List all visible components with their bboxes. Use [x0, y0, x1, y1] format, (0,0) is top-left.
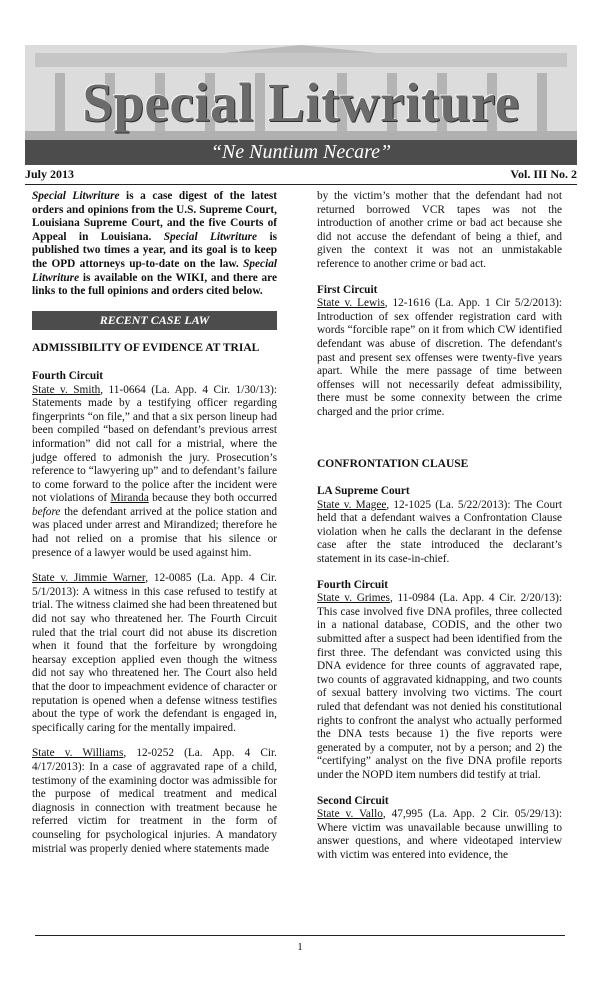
case-text: the defendant arrived at the police station and was placed under arrest and Mirandized; therefore he had not relied on a promise that his silence or presence of a lawyer would be used against him. — [32, 505, 277, 559]
case-citation: , 11-0664 (La. App. 4 Cir. 1/30/13): — [100, 383, 277, 396]
intro-title-2: Special Litwriture — [163, 230, 258, 243]
court-heading: Second Circuit — [317, 794, 389, 807]
intro-text-1: is a case digest of the latest orders and opinions from the U.S. Supreme Court, Louisiana Supreme Court, and the five Courts of Appeal in Louisiana. — [32, 190, 277, 243]
case-text: Statements made by a testifying officer regarding fingerprints “on file,” and that a six person lineup had been compiled “based on defendant’s previous arrest information” did not call for a mistrial, where the judge offered to admonish the jury. Prosecution’s reference to “lawyering up” and to defendant’s failure to come forward to the police after the incident were not violations of — [32, 397, 277, 505]
case-link-williams[interactable]: State v. Williams — [32, 747, 124, 760]
case-text: This case involved five DNA profiles, three collected in a national database, CODIS, and the other two submitted after a suspect had been identified from the first three. The defendant was convicted using this DNA evidence for three counts of aggravated rape, two counts of aggravated kidnapping, and two counts of sexual battery involving two victims. The court ruled that defendant was not denied his constitutional rights to confront the analyst who actually performed the DNA tests because 1) the five reports were generated by a computer, not by a person; and 2) the “certifying” analyst on the five DNA profile reports under the NOPD item numbers did testify at trial. — [317, 605, 562, 781]
case-text: In a case of aggravated rape of a child, testimony of the examining doctor was admissible for the purpose of medical treatment and medical diagnosis in connection with treatment because he referred victim for treatment in the form of counseling for psychological injuries. A mandatory mistrial was properly denied where statements made — [32, 760, 277, 855]
court-heading: First Circuit — [317, 283, 378, 296]
case-link-warner[interactable]: State v. Jimmie Warner — [32, 572, 146, 585]
court-heading: Fourth Circuit — [317, 578, 389, 591]
case-text: The Court held that a defendant waives a Confrontation Clause violation when he calls the declarant in the defense case after the state introduced the declarant’s statement in its case-in-chief. — [317, 498, 562, 566]
case-smith — [32, 370, 277, 560]
spacer — [317, 432, 562, 458]
newsletter-motto: “Ne Nuntium Necare” — [25, 140, 577, 165]
case-williams-continued: by the victim’s mother that the defendant had not returned borrowed VCR tapes was not the introduction of another crime or bad act because she did not accuse the defendant of being a thief, and given the context it was not an unmistakable reference to another crime or bad act. — [317, 190, 562, 270]
footer-divider — [35, 935, 565, 936]
right-column — [317, 190, 562, 875]
issue-volume: Vol. III No. 2 — [510, 167, 577, 181]
case-link-grimes[interactable]: State v. Grimes — [317, 592, 390, 605]
intro-paragraph — [32, 190, 277, 299]
issue-date: July 2013 — [25, 167, 75, 181]
case-citation: , 47,995 (La. App. 2 Cir. 05/29/13): — [382, 808, 562, 821]
intro-title-3: Special Litwriture — [32, 257, 277, 284]
case-citation: , 12-0252 (La. App. 4 Cir. 4/17/2013): — [32, 747, 277, 773]
left-column — [32, 190, 277, 868]
case-warner — [32, 572, 277, 735]
case-text: Introduction of sex offender registration card with words “forcible rape” on it from which CW identified defendant was abuse of discretion. The defendant's past and present sex offenses were twenty-five years apart. While the mere passage of time between offenses will not necessarily defeat admissibility, there must be some connexity between the crime charged and the prior crime. — [317, 310, 562, 418]
section-heading-admissibility: ADMISSIBILITY OF EVIDENCE AT TRIAL — [32, 342, 260, 355]
case-lewis — [317, 284, 562, 420]
case-text: A witness in this case refused to testify at trial. The witness claimed she had been threatened but did not say who threatened her. The Fourth Circuit ruled that the trial court did not abuse its discretion when it found that the forfeiture by wrongdoing hearsay exception applied even though the witness did not say who threatened her. The Court also held that the door to impeachment evidence of character or reputation is opened when a defense witness testifies about the type of work the defendant is engaged in, specifically caring for the mentally impaired. — [32, 585, 277, 734]
court-heading: Fourth Circuit — [32, 369, 104, 382]
issue-info-row — [25, 167, 577, 185]
masthead-banner — [25, 45, 577, 165]
intro-title-1: Special Litwriture — [32, 190, 120, 202]
intro-text-3: is available on the WIKI, and there are links to the full opinions and orders cited below. — [32, 271, 277, 298]
miranda-reference: Miranda — [110, 492, 149, 505]
court-heading: LA Supreme Court — [317, 485, 410, 498]
case-citation: , 11-0984 (La. App. 4 Cir. 2/20/13): — [389, 592, 563, 605]
case-link-smith[interactable]: State v. Smith — [32, 383, 101, 396]
case-grimes — [317, 579, 562, 783]
page-number: 1 — [297, 941, 303, 953]
recent-case-law-banner: RECENT CASE LAW — [32, 311, 277, 331]
case-citation: , 12-1025 (La. 5/22/2013): — [386, 498, 515, 511]
case-link-lewis[interactable]: State v. Lewis — [317, 297, 385, 310]
case-text: Where victim was unavailable because unwilling to answer questions, and where videotaped interview with victim was entered into evidence, the — [317, 821, 562, 861]
case-magee — [317, 485, 562, 567]
case-citation: , 12-1616 (La. App. 1 Cir 5/2/2013): — [384, 297, 563, 310]
case-williams — [32, 747, 277, 856]
newsletter-title: Special Litwriture — [82, 72, 520, 133]
case-citation: , 12-0085 (La. App. 4 Cir. 5/1/2013): — [32, 572, 277, 598]
case-vallo — [317, 795, 562, 863]
case-text: because they both occurred — [148, 492, 277, 505]
intro-text-2: is published two times a year, and its goal is to keep the OPD attorneys up-to-date on the law. — [32, 230, 278, 270]
case-link-vallo[interactable]: State v. Vallo — [317, 808, 383, 821]
section-heading-confrontation: CONFRONTATION CLAUSE — [317, 457, 469, 470]
emphasis-before: before — [32, 505, 61, 518]
case-link-magee[interactable]: State v. Magee — [317, 498, 387, 511]
